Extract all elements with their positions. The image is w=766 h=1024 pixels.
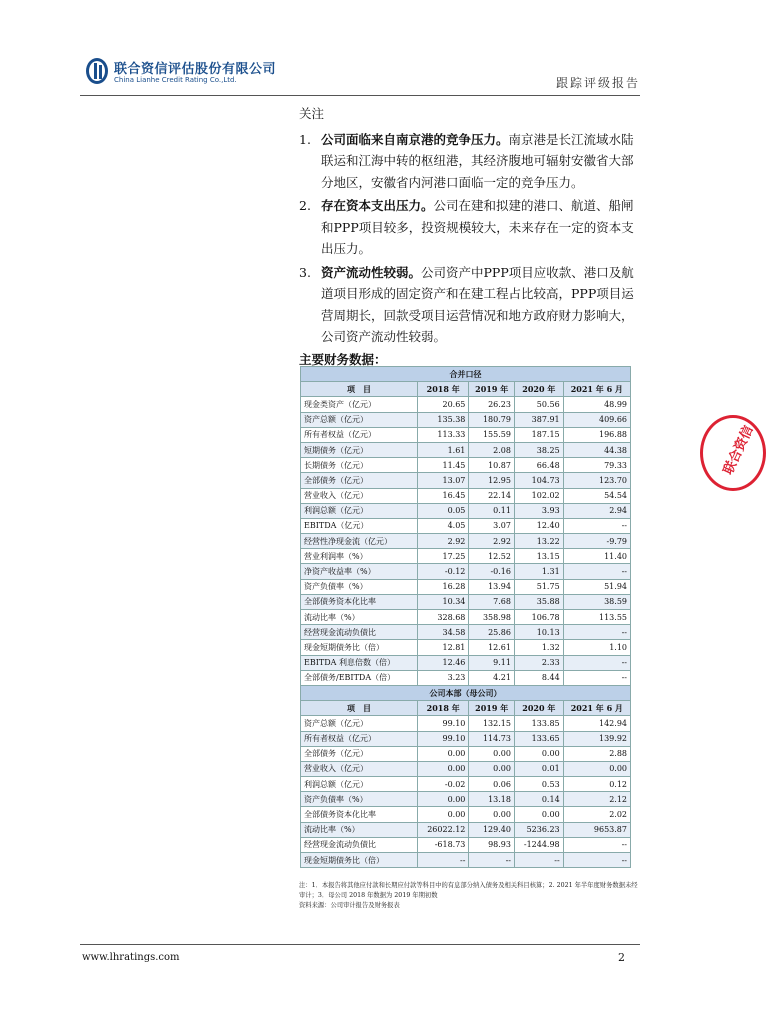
cell-value: 17.25 (418, 549, 469, 564)
company-seal-icon: 联合资信 (700, 415, 766, 491)
table-section-row (301, 367, 631, 382)
table-row (301, 837, 631, 852)
item-body (321, 129, 644, 194)
cell-value: 38.25 (514, 442, 563, 457)
cell-value: 10.87 (469, 458, 515, 473)
column-header: 2021 年 6 月 (563, 701, 630, 716)
cell-value: 10.13 (514, 625, 563, 640)
concern-item (299, 262, 644, 348)
row-label: 经营现金流动负债比 (301, 837, 418, 852)
concern-item (299, 195, 644, 260)
cell-value: 35.88 (514, 594, 563, 609)
row-label: 流动比率（%） (301, 610, 418, 625)
cell-value: 180.79 (469, 412, 515, 427)
cell-value: 99.10 (418, 731, 469, 746)
cell-value: 0.00 (514, 746, 563, 761)
logo-english-name: China Lianhe Credit Rating Co.,Ltd. (114, 76, 237, 84)
table-row (301, 640, 631, 655)
cell-value: -1244.98 (514, 837, 563, 852)
cell-value: 0.00 (469, 761, 515, 776)
table-row (301, 853, 631, 868)
website-link[interactable]: www.lhratings.com (82, 952, 180, 963)
concern-item (299, 129, 644, 194)
cell-value: 13.15 (514, 549, 563, 564)
cell-value: 12.61 (469, 640, 515, 655)
cell-value: 0.06 (469, 777, 515, 792)
table-section-row (301, 685, 631, 700)
row-label: 所有者权益（亿元） (301, 427, 418, 442)
table-row (301, 761, 631, 776)
table-row (301, 518, 631, 533)
cell-value: 0.12 (563, 777, 630, 792)
row-label: 利润总额（亿元） (301, 503, 418, 518)
column-header: 2021 年 6 月 (563, 382, 630, 397)
row-label: 资产负债率（%） (301, 792, 418, 807)
cell-value: 0.00 (418, 746, 469, 761)
table-row (301, 473, 631, 488)
cell-value: 358.98 (469, 610, 515, 625)
row-label: EBITDA（亿元） (301, 518, 418, 533)
item-text: 南京港是长江流域水陆联运和江海中转的枢纽港，其经济腹地可辐射安徽省大部分地区，安徽省内河港口面临一定的竞争压力。 (321, 131, 634, 190)
cell-value: 2.88 (563, 746, 630, 761)
row-label: 营业利润率（%） (301, 549, 418, 564)
row-label: EBITDA 利息倍数（倍） (301, 655, 418, 670)
item-number: 2. (299, 198, 311, 213)
column-header: 2019 年 (469, 382, 515, 397)
cell-value: -- (563, 670, 630, 685)
cell-value: 12.52 (469, 549, 515, 564)
cell-value: 0.00 (514, 807, 563, 822)
cell-value: 196.88 (563, 427, 630, 442)
cell-value: 1.61 (418, 442, 469, 457)
cell-value: 2.92 (418, 534, 469, 549)
table-row (301, 610, 631, 625)
cell-value: 129.40 (469, 822, 515, 837)
cell-value: 0.00 (469, 746, 515, 761)
table-row (301, 412, 631, 427)
cell-value: 387.91 (514, 412, 563, 427)
item-body (321, 262, 644, 348)
table-row (301, 427, 631, 442)
cell-value: -- (514, 853, 563, 868)
row-label: 经营现金流动负债比 (301, 625, 418, 640)
cell-value: 123.70 (563, 473, 630, 488)
row-label: 利润总额（亿元） (301, 777, 418, 792)
item-number: 3. (299, 264, 311, 280)
row-label: 全部债务（亿元） (301, 746, 418, 761)
cell-value: -618.73 (418, 837, 469, 852)
company-logo-icon (86, 58, 108, 84)
header-divider (80, 95, 640, 96)
column-header: 2018 年 (418, 382, 469, 397)
cell-value: 99.10 (418, 716, 469, 731)
cell-value: 13.07 (418, 473, 469, 488)
row-label: 全部债务/EBITDA（倍） (301, 670, 418, 685)
row-label: 资产总额（亿元） (301, 412, 418, 427)
table-row (301, 579, 631, 594)
cell-value: 5236.23 (514, 822, 563, 837)
table-row (301, 549, 631, 564)
cell-value: 16.45 (418, 488, 469, 503)
cell-value: 50.56 (514, 397, 563, 412)
cell-value: 1.31 (514, 564, 563, 579)
cell-value: -- (563, 518, 630, 533)
cell-value: 133.85 (514, 716, 563, 731)
column-header: 2019 年 (469, 701, 515, 716)
cell-value: 2.12 (563, 792, 630, 807)
cell-value: -- (563, 625, 630, 640)
cell-value: 51.94 (563, 579, 630, 594)
section-label: 公司本部（母公司） (301, 685, 631, 700)
cell-value: 2.94 (563, 503, 630, 518)
cell-value: 1.10 (563, 640, 630, 655)
cell-value: 66.48 (514, 458, 563, 473)
cell-value: 11.40 (563, 549, 630, 564)
row-label: 资产总额（亿元） (301, 716, 418, 731)
table-row (301, 716, 631, 731)
table-row (301, 807, 631, 822)
cell-value: 22.14 (469, 488, 515, 503)
cell-value: 133.65 (514, 731, 563, 746)
cell-value: -- (563, 853, 630, 868)
cell-value: 113.55 (563, 610, 630, 625)
cell-value: -- (563, 837, 630, 852)
cell-value: 26022.12 (418, 822, 469, 837)
row-label: 资产负债率（%） (301, 579, 418, 594)
cell-value: 187.15 (514, 427, 563, 442)
cell-value: 3.93 (514, 503, 563, 518)
table-row (301, 564, 631, 579)
cell-value: 9653.87 (563, 822, 630, 837)
row-label: 全部债务资本化比率 (301, 807, 418, 822)
table-notes (299, 881, 639, 911)
row-label: 流动比率（%） (301, 822, 418, 837)
column-header: 2020 年 (514, 382, 563, 397)
logo-chinese-name: 联合资信评估股份有限公司 (114, 62, 277, 77)
cell-value: 48.99 (563, 397, 630, 412)
row-label: 长期债务（亿元） (301, 458, 418, 473)
financial-data-title: 主要财务数据： (299, 352, 387, 367)
column-header: 2018 年 (418, 701, 469, 716)
row-label: 营业收入（亿元） (301, 761, 418, 776)
cell-value: 0.00 (469, 807, 515, 822)
row-label: 全部债务（亿元） (301, 473, 418, 488)
cell-value: 12.95 (469, 473, 515, 488)
cell-value: 102.02 (514, 488, 563, 503)
item-text: 公司资产中PPP项目应收款、港口及航道项目形成的固定资产和在建工程占比较高，PPP项目运营周期长，回款受项目运营情况和地方政府财力影响大，公司资产流动性较弱。 (321, 264, 634, 344)
financial-data-table (300, 366, 631, 868)
table-row (301, 488, 631, 503)
cell-value: 13.22 (514, 534, 563, 549)
cell-value: 106.78 (514, 610, 563, 625)
cell-value: 142.94 (563, 716, 630, 731)
cell-value: 135.38 (418, 412, 469, 427)
table-row (301, 625, 631, 640)
cell-value: -9.79 (563, 534, 630, 549)
cell-value: -- (418, 853, 469, 868)
cell-value: -- (469, 853, 515, 868)
cell-value: 25.86 (469, 625, 515, 640)
item-heading: 资产流动性较弱。 (321, 264, 422, 280)
cell-value: 10.34 (418, 594, 469, 609)
cell-value: 8.44 (514, 670, 563, 685)
cell-value: 0.00 (563, 761, 630, 776)
row-label: 现金类资产（亿元） (301, 397, 418, 412)
cell-value: -0.12 (418, 564, 469, 579)
table-row (301, 777, 631, 792)
table-row (301, 670, 631, 685)
table-row (301, 594, 631, 609)
cell-value: 20.65 (418, 397, 469, 412)
table-row (301, 442, 631, 457)
cell-value: 34.58 (418, 625, 469, 640)
cell-value: 0.00 (418, 807, 469, 822)
row-label: 净资产收益率（%） (301, 564, 418, 579)
table-row (301, 534, 631, 549)
note-line: 注：1．本报告将其他应付款和长期应付款等科目中的有息部分纳入债务及相关科目核算；2. 2021 年半年度财务数据未经审计；3．母公司 2018 年数据为 2019 年期初数 (299, 882, 638, 899)
table-header-row (301, 701, 631, 716)
cell-value: 0.00 (418, 792, 469, 807)
cell-value: 1.32 (514, 640, 563, 655)
page-number: 2 (618, 951, 625, 964)
cell-value: 3.07 (469, 518, 515, 533)
item-number: 1. (299, 131, 311, 147)
table-row (301, 746, 631, 761)
cell-value: 0.01 (514, 761, 563, 776)
cell-value: 3.23 (418, 670, 469, 685)
table-row (301, 731, 631, 746)
table-row (301, 458, 631, 473)
cell-value: 0.11 (469, 503, 515, 518)
cell-value: 2.02 (563, 807, 630, 822)
cell-value: 2.92 (469, 534, 515, 549)
cell-value: -0.02 (418, 777, 469, 792)
source-line: 资料来源：公司审计报告及财务报表 (299, 902, 400, 909)
item-text: 公司在建和拟建的港口、航道、船闸和PPP项目较多，投资规模较大，未来存在一定的资本支出压力。 (321, 198, 634, 256)
footer-divider (80, 944, 640, 945)
cell-value: 13.18 (469, 792, 515, 807)
section-title: 关注 (299, 106, 325, 121)
cell-value: 104.73 (514, 473, 563, 488)
cell-value: 0.53 (514, 777, 563, 792)
cell-value: 79.33 (563, 458, 630, 473)
row-label: 短期债务（亿元） (301, 442, 418, 457)
row-label: 全部债务资本化比率 (301, 594, 418, 609)
row-label: 现金短期债务比（倍） (301, 640, 418, 655)
cell-value: 0.14 (514, 792, 563, 807)
row-label: 营业收入（亿元） (301, 488, 418, 503)
cell-value: -- (563, 655, 630, 670)
cell-value: 4.05 (418, 518, 469, 533)
page-header (80, 52, 640, 94)
cell-value: 7.68 (469, 594, 515, 609)
cell-value: 2.08 (469, 442, 515, 457)
cell-value: 2.33 (514, 655, 563, 670)
table-header-row (301, 382, 631, 397)
cell-value: 155.59 (469, 427, 515, 442)
column-header: 2020 年 (514, 701, 563, 716)
cell-value: 16.28 (418, 579, 469, 594)
cell-value: 9.11 (469, 655, 515, 670)
table-row (301, 822, 631, 837)
cell-value: 409.66 (563, 412, 630, 427)
table-row (301, 397, 631, 412)
column-header: 项 目 (301, 701, 418, 716)
cell-value: 38.59 (563, 594, 630, 609)
row-label: 所有者权益（亿元） (301, 731, 418, 746)
cell-value: 132.15 (469, 716, 515, 731)
row-label: 现金短期债务比（倍） (301, 853, 418, 868)
cell-value: 12.46 (418, 655, 469, 670)
cell-value: 12.40 (514, 518, 563, 533)
cell-value: 328.68 (418, 610, 469, 625)
cell-value: 0.05 (418, 503, 469, 518)
cell-value: 114.73 (469, 731, 515, 746)
cell-value: 139.92 (563, 731, 630, 746)
section-label: 合并口径 (301, 367, 631, 382)
concerns-section (299, 103, 644, 350)
item-body (321, 195, 644, 260)
cell-value: 4.21 (469, 670, 515, 685)
cell-value: 26.23 (469, 397, 515, 412)
cell-value: 54.54 (563, 488, 630, 503)
cell-value: 98.93 (469, 837, 515, 852)
cell-value: 13.94 (469, 579, 515, 594)
item-heading: 存在资本支出压力。 (321, 198, 434, 213)
cell-value: 11.45 (418, 458, 469, 473)
cell-value: 113.33 (418, 427, 469, 442)
row-label: 经营性净现金流（亿元） (301, 534, 418, 549)
table-row (301, 792, 631, 807)
item-heading: 公司面临来自南京港的竞争压力。 (321, 131, 509, 147)
cell-value: 51.75 (514, 579, 563, 594)
column-header: 项 目 (301, 382, 418, 397)
cell-value: 0.00 (418, 761, 469, 776)
cell-value: -- (563, 564, 630, 579)
report-type: 跟踪评级报告 (555, 76, 640, 90)
cell-value: 12.81 (418, 640, 469, 655)
cell-value: 44.38 (563, 442, 630, 457)
table-row (301, 503, 631, 518)
table-row (301, 655, 631, 670)
cell-value: -0.16 (469, 564, 515, 579)
